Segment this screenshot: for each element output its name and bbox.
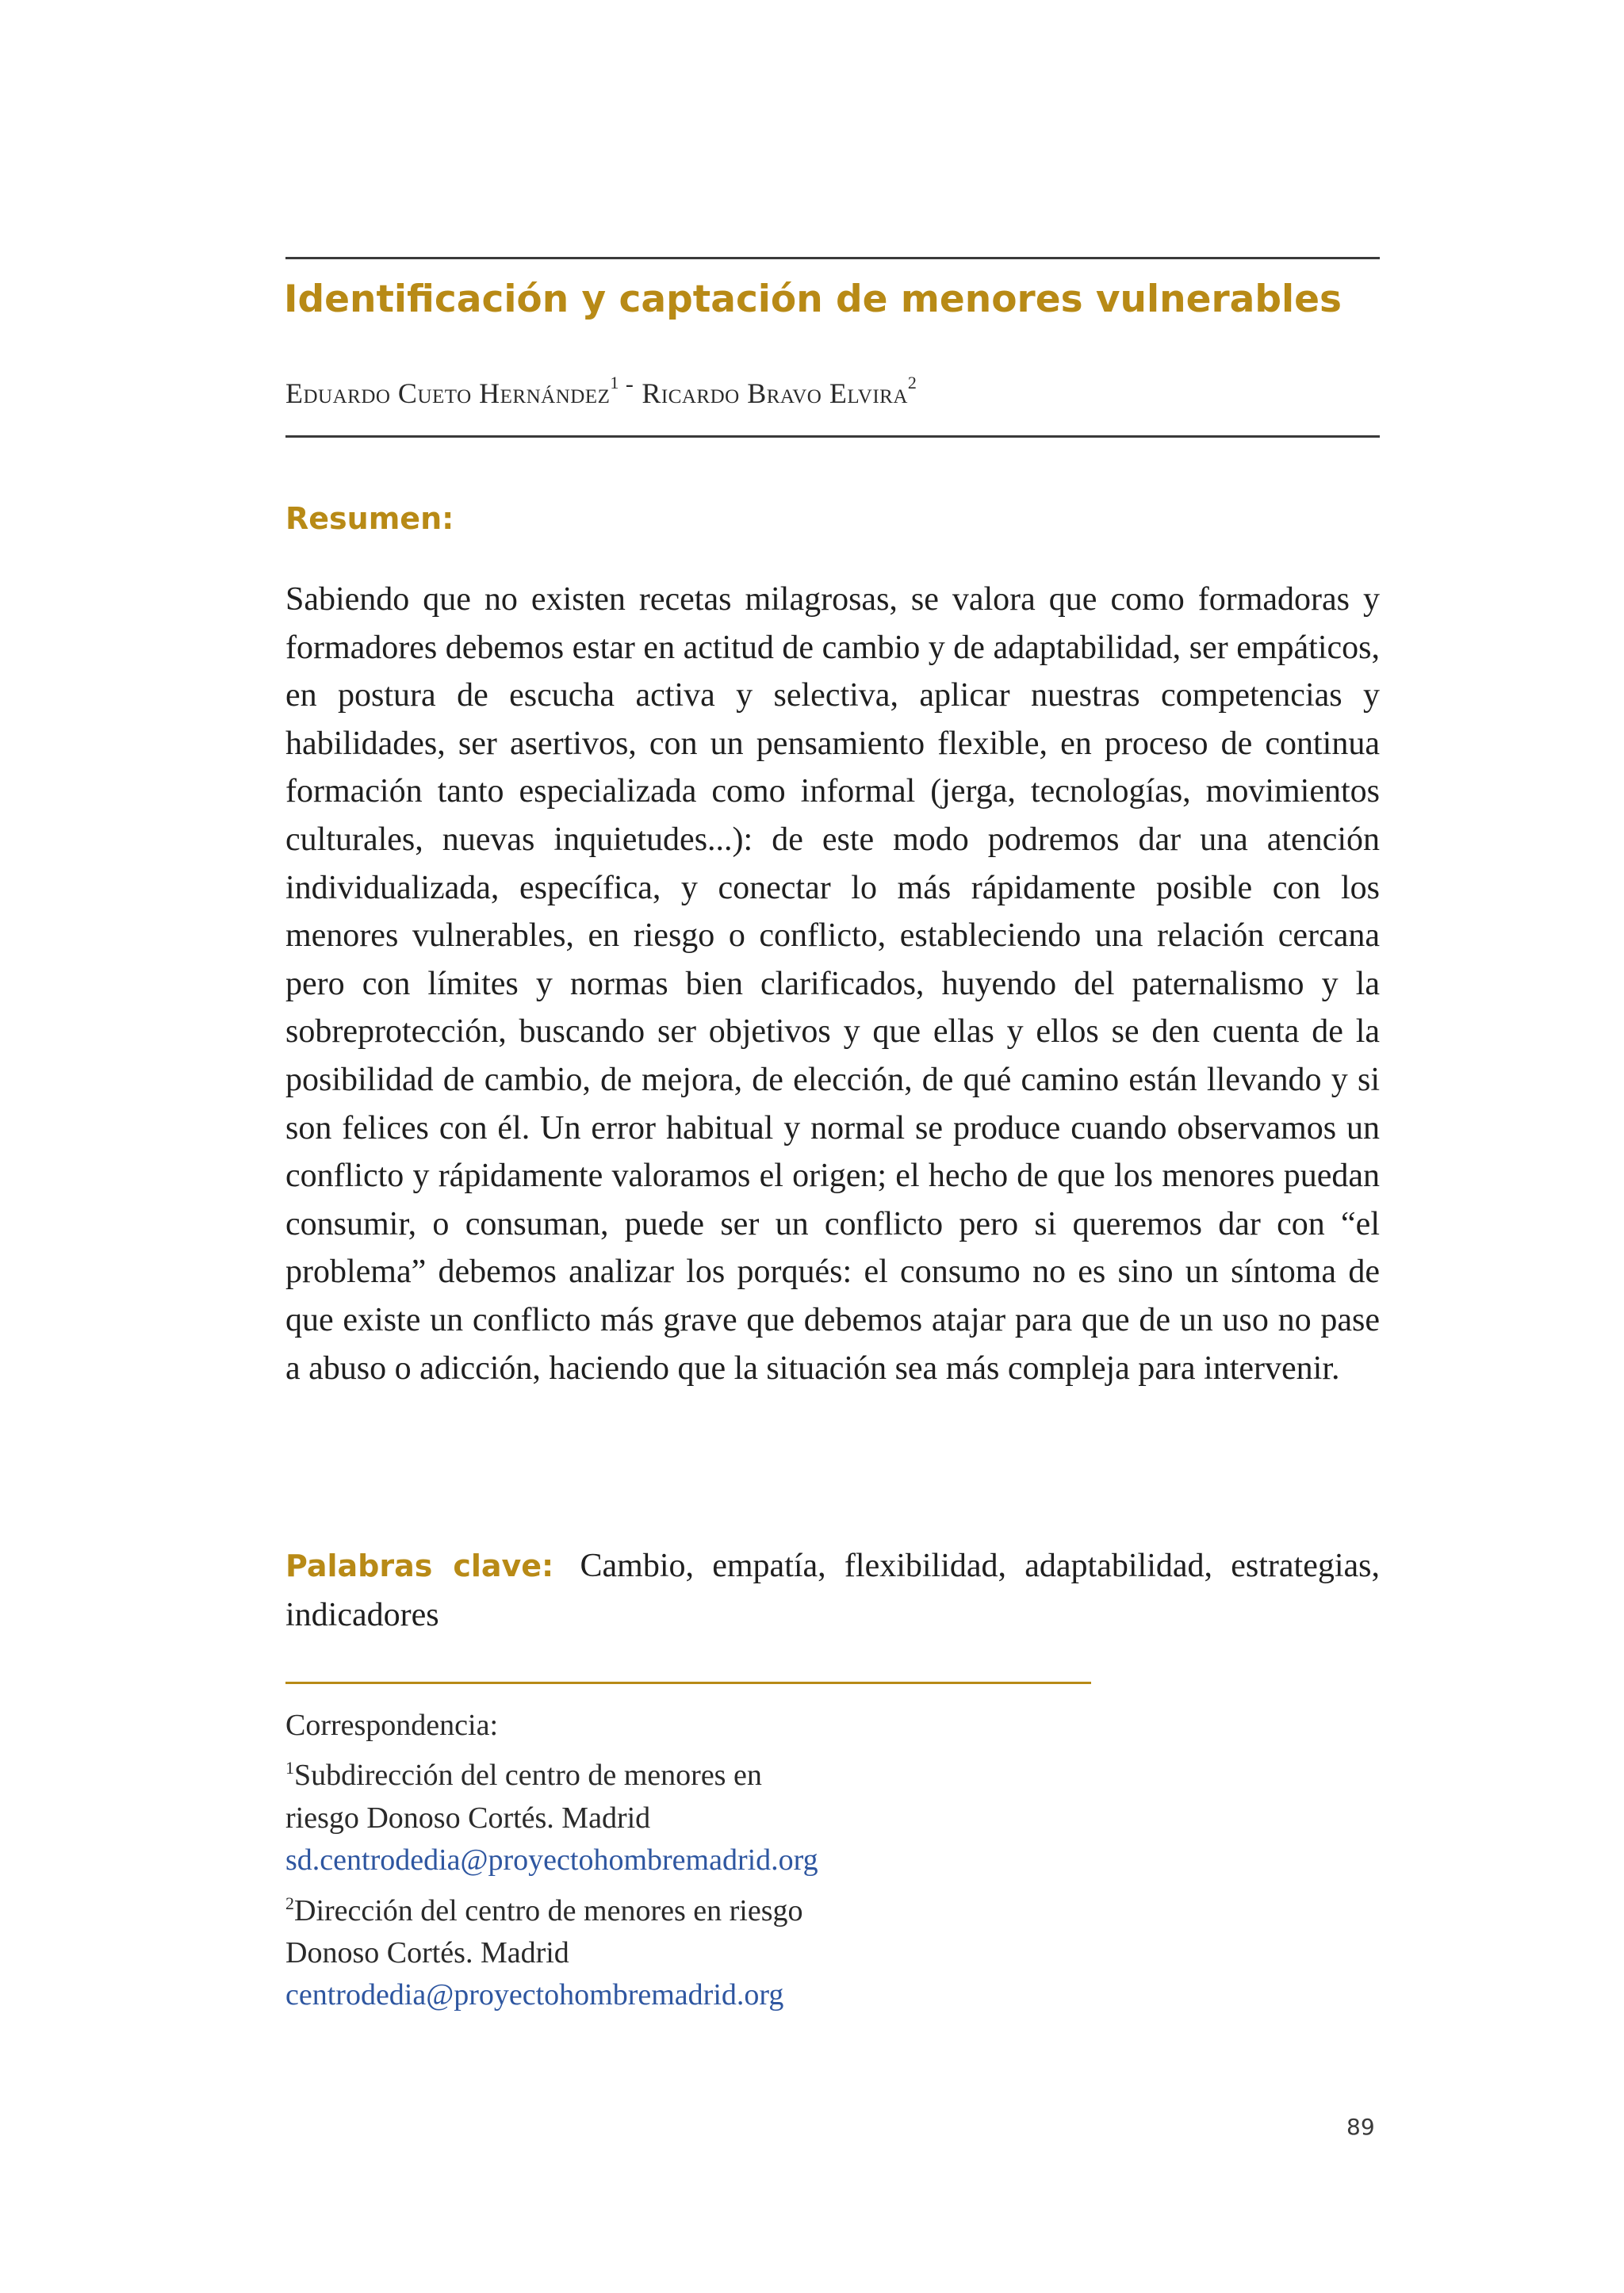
correspondence-affiliation-cont: Donoso Cortés. Madrid — [285, 1936, 569, 1970]
correspondence-entry-line — [285, 1882, 1158, 1932]
keywords-list: Cambio, empatía, flexibilidad, adaptabilidad, estrategias, indicadores — [285, 1548, 1380, 1633]
correspondence-heading: Correspondencia: — [285, 1709, 499, 1742]
footnote-rule — [285, 1682, 1091, 1684]
correspondence-email-link[interactable]: sd.centrodedia@proyectohombremadrid.org — [285, 1843, 818, 1878]
author-name: Ricardo Bravo Elvira — [642, 377, 908, 409]
author-separator: - — [625, 371, 634, 397]
page-number: 89 — [1346, 2114, 1375, 2140]
header-bottom-rule — [285, 435, 1380, 438]
correspondence-entry-line — [285, 1747, 1158, 1797]
footnote-ref: 2 — [285, 1893, 294, 1913]
correspondence-email-link[interactable]: centrodedia@proyectohombremadrid.org — [285, 1978, 784, 2012]
author-ref: 1 — [610, 373, 619, 392]
correspondence-affiliation: Dirección del centro de menores en riesgo — [294, 1893, 803, 1927]
author-name: Eduardo Cueto Hernández — [285, 377, 611, 409]
keywords-label: Palabras clave: — [285, 1548, 554, 1583]
abstract-body: Sabiendo que no existen recetas milagrosas, se valora que como formadoras y formadores debemos estar en actitud de cambio y de adaptabilidad, ser empáticos, en postura de escucha activa y selectiva, aplicar nuestras competencias y habilidades, ser asertivos, con un pensamiento flexible, en proceso de continua formación tanto especializada como informal (jerga, tecnologías, movimientos culturales, nuevas inquietudes...): de este modo podremos dar una atención individualizada, específica, y conectar lo más rápidamente posible con los menores vulnerables, en riesgo o conflicto, estableciendo una relación cercana pero con límites y normas bien clarificados, huyendo del paternalismo y la sobreprotección, buscando ser objetivos y que ellas y ellos se den cuenta de la posibilidad de cambio, de mejora, de elección, de qué camino están llevando y si son felices con él. Un error habitual y normal se produce cuando observamos un conflicto y rápidamente valoramos el origen; el hecho de que los menores puedan consumir, o consuman, puede ser un conflicto pero si queremos dar con “el problema” debemos analizar los porqués: el consumo no es sino un síntoma de que existe un conflicto más grave que debemos atajar para que de un uso no pase a abuso o adicción, haciendo que la situación sea más compleja para intervenir. — [285, 581, 1380, 1387]
keywords-paragraph — [285, 1541, 1380, 1640]
correspondence-affiliation-cont: riesgo Donoso Cortés. Madrid — [285, 1801, 651, 1835]
correspondence-affiliation: Subdirección del centro de menores en — [294, 1759, 762, 1793]
correspondence-block — [285, 1705, 1158, 2017]
author-ref: 2 — [907, 373, 917, 392]
footnote-ref: 1 — [285, 1758, 294, 1778]
author-line — [285, 371, 917, 410]
header-top-rule — [285, 257, 1380, 259]
article-title: Identificación y captación de menores vulnerables — [284, 278, 1342, 321]
abstract-heading: Resumen: — [285, 501, 454, 536]
